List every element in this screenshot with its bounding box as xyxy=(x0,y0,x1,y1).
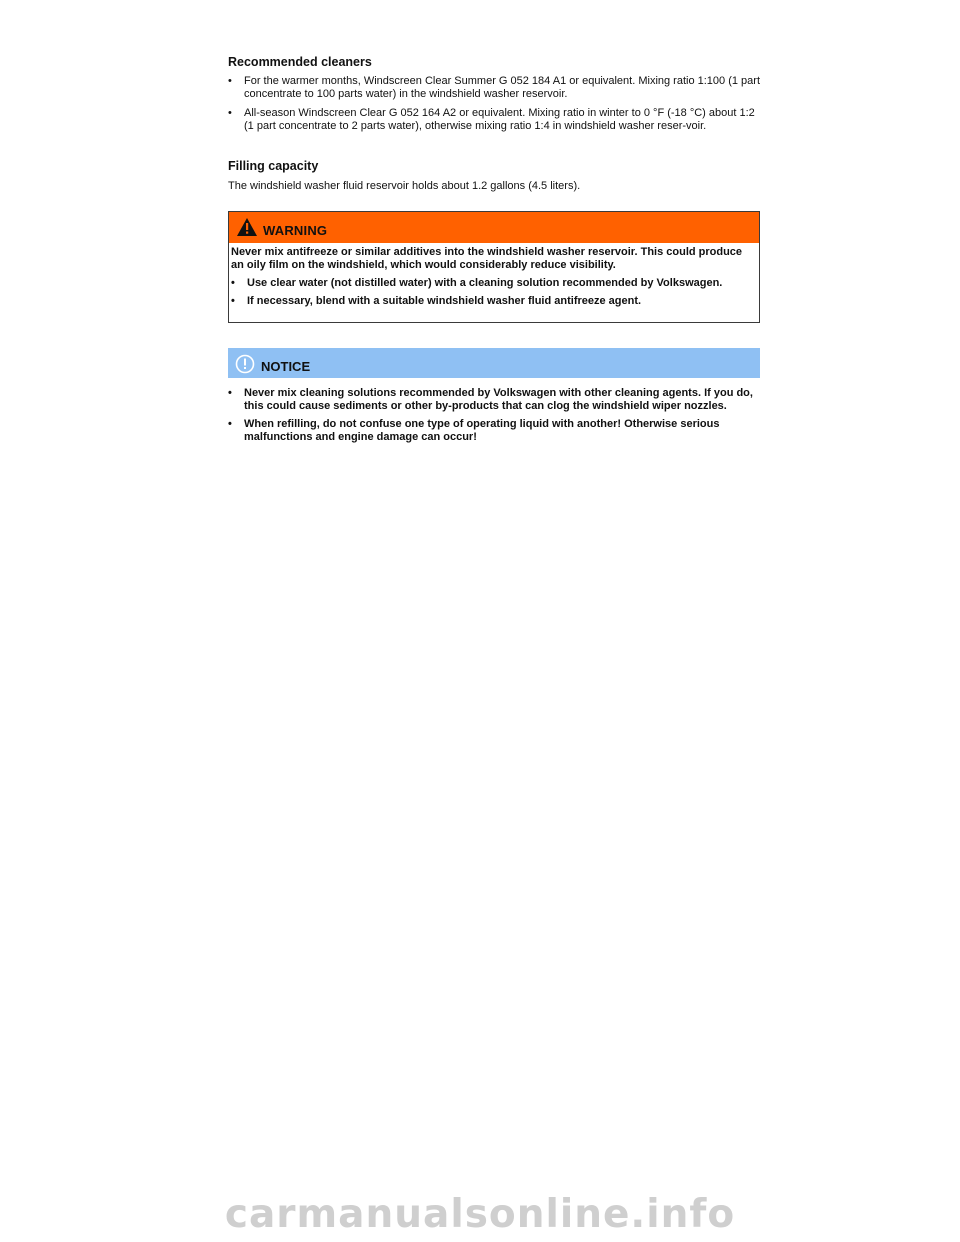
list-item: • If necessary, blend with a suitable windshield washer fluid antifreeze agent. xyxy=(231,295,642,307)
notice-title: NOTICE xyxy=(261,359,311,374)
list-item: • Use clear water (not distilled water) with a cleaning solution recommended by Volkswagen. xyxy=(231,277,723,289)
notice-list xyxy=(228,387,762,444)
warning-box xyxy=(228,211,760,323)
watermark: carmanualsonline.info xyxy=(224,1192,736,1237)
warning-title: WARNING xyxy=(263,223,328,238)
recommended-list xyxy=(228,75,762,133)
list-item: • All-season Windscreen Clear G 052 164 A2 or equivalent. Mixing ratio in winter to 0 °F (-18 °C) about 1:2 (1 part concentrate to 2 parts water), otherwise mixing ratio 1:4 in windshield washer reser-voir. xyxy=(228,107,755,132)
warning-header xyxy=(229,212,759,243)
exclamation-circle-icon xyxy=(235,354,255,379)
warning-triangle-icon xyxy=(236,217,258,242)
warning-list xyxy=(231,277,757,308)
recommended-heading: Recommended cleaners xyxy=(228,55,372,69)
list-item: • When refilling, do not confuse one type of operating liquid with another! Otherwise serious malfunctions and engine damage can occur! xyxy=(228,418,720,443)
filling-text: The windshield washer fluid reservoir holds about 1.2 gallons (4.5 liters). xyxy=(228,180,581,192)
warning-text: Never mix antifreeze or similar additives into the windshield washer reservoir. This could produce an oily film on the windshield, which would considerably reduce visibility. xyxy=(231,246,743,271)
notice-header xyxy=(228,348,760,378)
filling-heading: Filling capacity xyxy=(228,159,319,173)
warning-body xyxy=(229,243,759,308)
list-item: • Never mix cleaning solutions recommended by Volkswagen with other cleaning agents. If you do, this could cause sediments or other by-products that can clog the windshield wiper nozzles. xyxy=(228,387,753,412)
list-item: • For the warmer months, Windscreen Clear Summer G 052 184 A1 or equivalent. Mixing ratio 1:100 (1 part concentrate to 100 parts water) in the windshield washer reservoir. xyxy=(228,75,761,100)
